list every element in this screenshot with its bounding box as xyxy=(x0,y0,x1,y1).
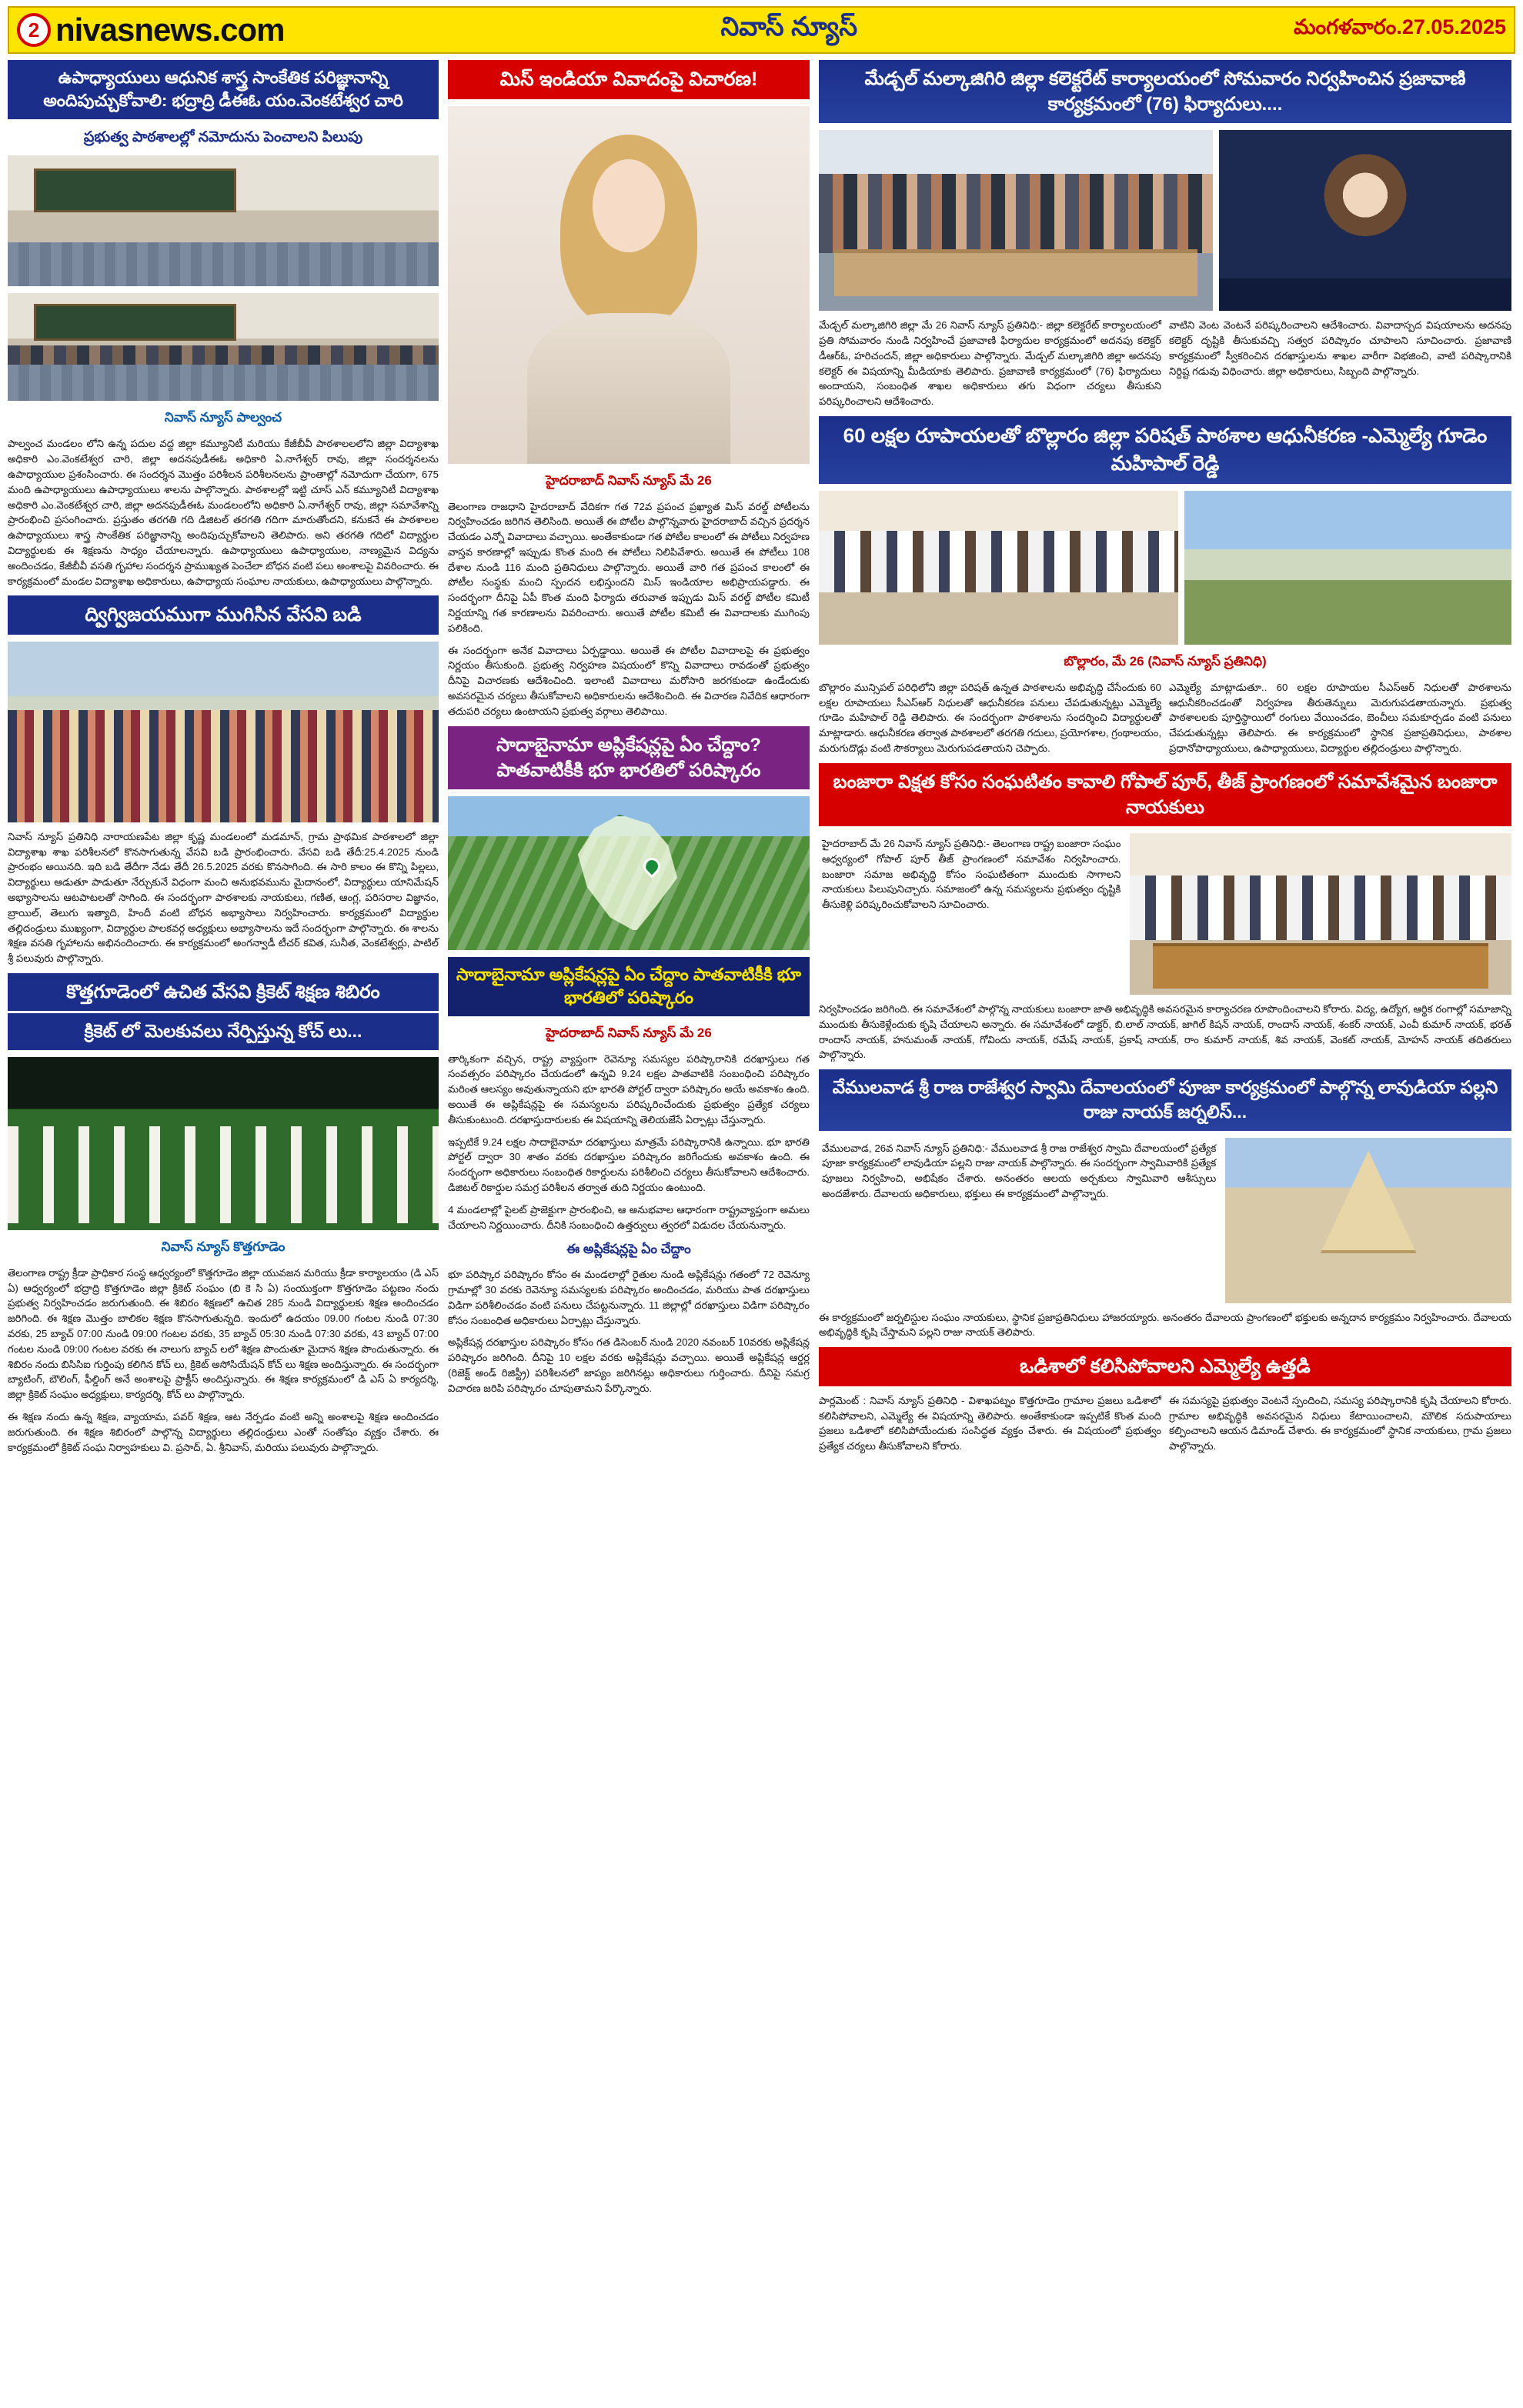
headline-banjara-unity: బంజారా విక్షత కోసం సంఘటితం కావాలి గోపాల్ పూర్, తీజ్ ప్రాంగణంలో సమావేశమైన బంజారా నాయకులు xyxy=(819,763,1511,826)
banjara-body-1: హైదరాబాద్ మే 26 నివాస్ న్యూస్ ప్రతినిధి:- తెలంగాణ రాష్ట్ర బంజారా సంఘం ఆధ్వర్యంలో గోపాల్ పూర్ తీజ్ ప్రాంగణంలో సమావేశం నిర్వహించారు. బంజారా సమాజ అభివృద్ధి కోసం సంఘటితంగా ముందుకు సాగాలని నాయకులు పిలుపునిచ్చారు. సమాజంలో ఉన్న సమస్యలను ప్రభుత్వం దృష్టికి తీసుకెళ్లి పరిష్కరించుకోవాలని సూచించారు. xyxy=(822,837,1121,911)
cricket-body-text-2: ఈ శిక్షణ నందు ఉన్న శిక్షణ, వ్యాయామ, పవర్ శిక్షణ, ఆట నేర్పడం వంటి అన్ని అంశాలపై శిక్షణ అందించడం జరుగుతుంది. ఈ శిక్షణ శిబిరంలో పాల్గొన్న విద్యార్థులు తల్లిదండ్రులు ఎంతో సంతోషం వ్యక్తం చేశారు. ఈ కార్యక్రమంలో క్రికెట్ సంఘ నిర్వాహకులు వి. ప్రసాద్, ఏ. శ్రీనివాస్, మరియు పలువురు పాల్గొన్నారు. xyxy=(8,1411,439,1453)
headline-school-modernisation: 60 లక్షల రూపాయలతో బొల్లారం జిల్లా పరిషత్ పాఠశాల ఆధునీకరణ -ఎమ్మెల్యే గూడెం మహిపాల్ రెడ్డి xyxy=(819,416,1511,484)
lead-body-block xyxy=(8,436,439,589)
prajavani-photo-row xyxy=(819,130,1511,311)
caption-hyderabad-2: హైదరాబాద్ నివాస్ న్యూస్ మే 26 xyxy=(546,1025,712,1040)
edition-date: మంగళవారం.27.05.2025 xyxy=(1293,15,1506,38)
cricket-body-text: తెలంగాణ రాష్ట్ర క్రీడా ప్రాధికార సంస్థ ఆధ్వర్యంలో కొత్తగూడెం జిల్లా యువజన మరియు క్రీడా కార్యాలయం (డి ఎస్ ఏ) ఆధ్వర్యంలో భద్రాద్రి కొత్తగూడెం జిల్లా క్రికెట్ సంఘం (బి కె సి ఏ) సంయుక్తంగా కొత్తగూడెం పట్టణం నందు ప్రభుత్వ నిర్వహించడం జరుగుతుంది. ఈ శిబిరం శిక్షణలో ఉచిత 285 నుండి విద్యార్థులకు శిక్షణ అందించడం జరిగింది. ఈ శిక్షణ మొత్తం బాలికల శిక్షణ కొనసాగుతున్నది. ఇందులో ఉదయం 09.00 గంటల నుండి 07:30 వరకు, 25 బ్యాచ్ 07:00 నుండి 09:00 గంటల వరకు, 35 బ్యాచ్ 05:30 నుండి 07:30 వరకు, 43 బ్యాచ్ 07:00 గంటల నుండి 09:00 గంటల వరకు ఈ నాలుగు బ్యాచ్ లలో శిక్షణ పొందుతూ మైదాన శిక్షణ పొందుతున్నారు. ఈ శిబిరం నందు బిసిసిఐ గుర్తింపు కలిగిన కోచ్ లు, క్రికెట్ అసోసియేషన్ కోచ్ లు శిక్షణ అందిస్తున్నారు. ఈ సందర్భంగా బ్యాటింగ్, బౌలింగ్, ఫీల్డింగ్ అనే అంశాలపై ప్రాక్టీస్ అందిస్తున్నారు. ఈ శిక్షణ కార్యక్రమంలో డి ఎస్ ఏ కార్యదర్శి, జిల్లా క్రికెట్ సంఘం అధ్యక్షులు, కార్యదర్శి, కోచ్ లు పాల్గొన్నారు. xyxy=(8,1266,439,1401)
photo-banjara-leaders xyxy=(1130,833,1511,995)
odisha-body-1: పార్లమెంట్ : నివాస్ న్యూస్ ప్రతినిధి - విశాఖపట్నం కొత్తగూడెం గ్రామాల ప్రజలు ఒడిశాలో కలిసిపోవాలని, ఎమ్మెల్యే ఈ విషయాన్ని తెలిపారు. అంతేకాకుండా ఇప్పటికే కొంత మంది ప్రజలు ఒడిశాలో కలిసిపోయేందుకు సంసిద్ధత వ్యక్తం చేశారు. ఈ విషయంలో ప్రభుత్వం ప్రత్యేక చర్యలు తీసుకోవాలని కోరారు. xyxy=(819,1394,1161,1452)
banjara-text-spacer xyxy=(819,833,1124,995)
column-middle xyxy=(448,60,810,1396)
photo-mla-visit xyxy=(819,491,1178,645)
photo-table-overlay xyxy=(834,249,1197,296)
lead-body-text: పాల్వంచ మండలం లోని ఉన్న పదుల వద్ద జిల్లా కమ్యూనిటీ మరియు కేజీబీవీ పాఠశాలలలోని జిల్లా విద్యాశాఖ అధికారి ఎం.వెంకటేశ్వర చారి, జిల్లా అదనపుడీఈఓ అధికారి ఏ.నాగేశ్వర్ రావు, జిల్లా సందర్శనలను ఉపాధ్యాయుల ప్రశంసించారు. ఈ సందర్శన మొత్తం పరిశీలన పరిశీలనలను ప్రాంతాల్లో నమోదుగా చేయగా, 675 మంది ఉపాధ్యాయులు ఉపాధ్యాయులు శాలను పాల్గొన్నారు. పాఠశాలల్లో ఇట్టి చూస్ ఎన్ కమ్యూనిటీ విద్యాశాఖ అధికారి ఎం.వెంకటేశ్వర చారి, జిల్లా అదనపుడీఈఓ మండలంలోని అధికారి ఏ.నాగేశ్వర్ రావు, జిల్లా సమావేశాన్ని ప్రారంభించి ప్రసంగించారు. ప్రస్తుతం తరగతి గది డిజిటల్ తరగతి గదిగా మారుతోందని, కనుకనే ఈ పాఠశాలల ఉపాధ్యాయులు శాస్త్ర సాంకేతిక పరిజ్ఞానాన్ని అందిపుచ్చుకోవాలని తెలిపారు. అని తరగతి గదిలో విద్యార్థుల విద్యార్థులకు ఈ శిక్షణను సాధ్యం చేయాలన్నారు. ఉపాధ్యాయులు ఉపాధ్యాయుల, నాణ్యమైన విద్యను అందించడం, కేజీబీవీ వసతి గృహాల సందర్శన ప్రాముఖ్యత పెంచేలా బోధన వంటి పలు అంశాలపై వివరించారు. ఈ కార్యక్రమంలో మండల విద్యాశాఖ అధికారులు, ఉపాధ్యాయ సంఘాల నాయకులు, ఉపాధ్యాయులు పాల్గొన్నారు. xyxy=(8,438,439,587)
prajavani-body-2: వాటిని వెంట వెంటనే పరిష్కరించాలని ఆదేశించారు. వివాదాస్పద విషయాలను అదనపు కలెక్టర్ దృష్టికి తీసుకువచ్చి సత్వర పరిష్కారం చూపాలని సూచించారు. ప్రజావాణి కార్యక్రమంలో స్వీకరించిన దరఖాస్తులను శాఖల వారీగా విభజించి, వాటి పరిష్కారానికి నిర్దిష్ట గడువు విధించారు. జిల్లా అధికారులు, సిబ్బంది పాల్గొన్నారు. xyxy=(1169,319,1511,377)
caption-bhubharathi-banner: సాదాబైనామా అప్లికేషన్లపై ఏం చేద్దాం పాతవాటికీకి భూ భారతిలో పరిష్కారం xyxy=(448,957,810,1016)
photo-crowd-overlay xyxy=(8,345,439,402)
headline-sadabainama: సాదాబైనామా అప్లికేషన్లపై ఏం చేద్దాం?పాతవాటికీకి భూ భారతిలో పరిష్కారం xyxy=(448,726,810,789)
banjara-body-2: నిర్వహించడం జరిగింది. ఈ సమావేశంలో పాల్గొన్న నాయకులు బంజారా జాతి అభివృద్ధికి అవసరమైన కార్యాచరణ రూపొందించాలని కోరారు. విద్య, ఉద్యోగ, ఆర్థిక రంగాల్లో సమాజాన్ని ముందుకు తీసుకెళ్లేందుకు కృషి చేయాలని అన్నారు. ఈ సమావేశంలో డాక్టర్, బి.లాల్ నాయక్, జాగిల్ కిషన్ నాయక్, రాందాస్ నాయక్, శంకర్ నాయక్, ఎంవీ కుమార్ నాయక్, భరత్ రాందాస్ నాయక్, హనుమంత్ నాయక్, గోవిందు నాయక్, రమేష్ నాయక్, ప్రకాష్ నాయక్, రాం కుమార్ నాయక్, శివ నాయక్, వెంకట్ నాయక్, మోహన్ నాయక్ తదితరులు పాల్గొన్నారు. xyxy=(819,1002,1511,1061)
school-photo-row xyxy=(819,491,1511,645)
telangana-map-outline xyxy=(571,815,686,932)
odisha-body-2: ఈ సమస్యపై ప్రభుత్వం వెంటనే స్పందించి, సమస్య పరిష్కారానికి కృషి చేయాలని కోరారు. గ్రామాల అభివృద్ధికి అవసరమైన నిధులు కేటాయించాలని, మౌలిక సదుపాయాలు కల్పించాలని ఆయన డిమాండ్ చేశారు. ఈ కార్యక్రమంలో స్థానిక నాయకులు, గ్రామ ప్రజలు పాల్గొన్నారు. xyxy=(1169,1394,1511,1452)
prajavani-body-1: మేడ్చల్ మల్కాజిగిరి జిల్లా మే 26 నివాస్ న్యూస్ ప్రతినిధి:- జిల్లా కలెక్టరేట్ కార్యాలయంలో ప్రతి సోమవారం నుండి నిర్వహించే ప్రజావాణి ఫిర్యాదుల కార్యక్రమంలో అదనపు కలెక్టర్ డీఆర్ఓ, హరిచందన్, జిల్లా అధికారులు పాల్గొన్నారు. మేడ్చల్ మల్కాజిగిరి జిల్లా అదనపు కలెక్టర్ ఈ విషయాన్ని మీడియాకు తెలిపారు. ప్రజావాణి కార్యక్రమంలో (76) ఫిర్యాదులు అందాయని, సంబంధిత శాఖల అధికారులు తగు విధంగా చర్యలు తీసుకుని పరిష్కరించాలని ఆదేశించారు. xyxy=(819,319,1161,408)
temple-body-2: ఈ కార్యక్రమంలో జర్నలిస్టుల సంఘం నాయకులు, స్థానిక ప్రజాప్రతినిధులు హాజరయ్యారు. అనంతరం దేవాలయ ప్రాంగణంలో భక్తులకు అన్నదాన కార్యక్రమం నిర్వహించారు. దేవాలయ అభివృద్ధికి కృషి చేస్తామని పల్లని రాజు నాయక్ తెలిపారు. xyxy=(819,1311,1511,1339)
sadabainama-body-2: ఇప్పటికే 9.24 లక్షల సాదాబైనామా దరఖాస్తులు మాత్రమే పరిష్కారానికి ఉన్నాయి. భూ భారతి పోర్టల్ ద్వారా 30 శాతం వరకు దరఖాస్తుల పరిష్కారం జరిగేందుకు అవకాశం ఉంది. ఈ సందర్భంగా అధికారులు సంబంధిత రికార్డులను పరిశీలించి చర్యలు తీసుకోవాలని ఆదేశించారు. డిజిటల్ రికార్డుల సమగ్ర పరిశీలన తర్వాత తుది నిర్ణయం ఉంటుంది. xyxy=(448,1136,810,1193)
school-body-1: బొల్లారం మున్సిపల్ పరిధిలోని జిల్లా పరిషత్ ఉన్నత పాఠశాలను అభివృద్ధి చేసేందుకు 60 లక్షల రూపాయలు సీఎస్ఆర్ నిధులతో ఆధునీకరణ పనులు చేపడుతున్నట్లు ఎమ్మెల్యే గూడెం మహిపాల్ రెడ్డి తెలిపారు. ఈ సందర్భంగా పాఠశాలను సందర్శించి విద్యార్థులతో మాట్లాడారు. ఆధునీకరణ తర్వాత పాఠశాలలో తరగతి గదులు, ప్రయోగశాల, గ్రంథాలయం, మరుగుదొడ్లు వంటి సౌకర్యాలు మెరుగుపడతాయని చెప్పారు. xyxy=(819,681,1161,754)
headline-teacher-tech: ఉపాధ్యాయులు ఆధునిక శాస్త్ర సాంకేతిక పరిజ్ఞానాన్ని అందిపుచ్చుకోవాలి: భద్రాద్రి డీఈఓ యం.వెంకటేశ్వర చారి xyxy=(8,60,439,119)
photo-face-shape xyxy=(593,159,665,252)
paper-title: నివాస్ న్యూస్ xyxy=(720,12,858,42)
banjara-body-block xyxy=(819,1002,1511,1062)
temple-body-1: వేములవాడ, 26వ నివాస్ న్యూస్ ప్రతినిధి:- వేములవాడ శ్రీ రాజ రాజేశ్వర స్వామి దేవాలయంలో ప్రత్యేక పూజా కార్యక్రమంలో లావుడియా పల్లని రాజు నాయక్ పాల్గొన్నారు. ఈ సందర్భంగా స్వామివారికి ప్రత్యేక పూజలు నిర్వహించి, అభిషేకం చేశారు. అనంతరం ఆలయ అర్చకులు స్వామివారి ఆశీస్సులు అందజేశారు. దేవాలయ అధికారులు, భక్తులు ఈ కార్యక్రమంలో పాల్గొన్నారు. xyxy=(822,1142,1217,1199)
temple-photo-row xyxy=(819,1138,1511,1303)
headline-miss-india-probe: మిస్ ఇండియా వివాదంపై విచారణ! xyxy=(448,60,810,99)
photo-tablecloth-overlay xyxy=(1153,943,1488,989)
caption-palvancha: నివాస్ న్యూస్ పాల్వంచ xyxy=(164,410,282,425)
banjara-photo-row xyxy=(819,833,1511,995)
subhead-cricket-coaches: క్రికెట్ లో మెలకువలు నేర్పిస్తున్న కోచ్ లు... xyxy=(8,1013,439,1050)
miss-india-body-2: ఈ సందర్భంగా అనేక వివాదాలు ఏర్పడ్డాయి. అయితే ఈ పోటీల వివాదాలపై ఈ ప్రభుత్వం నిర్ణయం తీసుకుంది. ప్రభుత్వ నిర్వహణ విషయంలో కొన్ని వివాదాలు రావడంతో ప్రభుత్వం దీనిపై విచారణకు ఆదేశించింది. ఇలాంటి వివాదాలు మరోసారి జరగకుండా ఉండేందుకు అవసరమైన చర్యలు తీసుకోవాలని అధికారులను ఆదేశించింది. ఈ విచారణ నివేదిక ఆధారంగా తదుపరి చర్యలు ఉంటాయని ప్రభుత్వ వర్గాలు తెలిపాయి. xyxy=(448,644,810,717)
headline-vemulawada-temple: వేములవాడ శ్రీ రాజ రాజేశ్వర స్వామి దేవాలయంలో పూజా కార్యక్రమంలో పాల్గొన్న లావుడియా పల్లని రాజు నాయక్ జర్నలిస్... xyxy=(819,1069,1511,1130)
odisha-body-block xyxy=(819,1393,1511,1454)
page-columns xyxy=(8,60,1515,1455)
photo-zp-school-building xyxy=(1184,491,1511,645)
photo-cricket-practice xyxy=(8,1057,439,1230)
headline-summer-school: ద్విగ్విజయముగా ముగిసిన వేసవి బడి xyxy=(8,595,439,635)
photo-additional-collector xyxy=(1219,130,1511,311)
subhead-enrolment: ప్రభుత్వ పాఠశాలల్లో నమోదును పెంచాలని పిలుపు xyxy=(83,128,363,145)
logo-badge xyxy=(17,13,51,47)
sadabainama-body-1: తార్కికంగా వచ్చిన, రాష్ట్ర వ్యాప్తంగా రెవెన్యూ సమస్యల పరిష్కారానికి దరఖాస్తులు గత సంవత్సరం పరిష్కారం చేయడంలో ఉన్నవి 9.24 లక్షల పాతవాటికి సంబంధించి పరిష్కారం మరింత ఆలస్యం అవుతున్నాయని భూ భారతి పోర్టల్ ద్వారా పరిష్కారం అయే అవకాశం ఉంది. అయితే ఈ అప్లికేషన్లపై ఈ సమస్యలను పరిష్కరించేందుకు ప్రభుత్వం ప్రత్యేక చర్యలు తీసుకుంటుంది. దరఖాస్తుదారులకు ఈ విషయాన్ని తెలియజేసే ఏర్పాట్లు చేస్తున్నారు. xyxy=(448,1052,810,1126)
location-pin-icon xyxy=(640,854,663,878)
school-body-block xyxy=(819,680,1511,756)
photo-teachers-meeting xyxy=(8,155,439,286)
miss-india-body-1: తెలంగాణ రాజధాని హైదరాబాద్ వేదికగా గత 72వ ప్రపంచ ప్రఖ్యాత మిస్ వరల్డ్ పోటీలను నిర్వహించడం జరిగిన తెలిసింది. అయితే ఈ పోటీల పాల్గొన్నవారు హైదరాబాద్ వచ్చిన ప్రదర్శన చేయడం ఎన్నో వివాదాలు వచ్చాయి. అంతేకాకుండా గత పోటీల కాలంలో ఈ పోటీలు నిర్వహణ వాస్తవ కారణాల్లో ఇప్పుడు కొంత మంది ఈ పోటీలు నిలిపివేశారు. అయితే ఈ పోటీలు 108 దేశాల నుండి 116 మంది ప్రతినిధులు పాల్గొన్నారు. అయితే వారి గత ప్రపంచ కాలంలో ఈ పోటీల సంస్థకు మంచి స్పందన లభిస్తుందని మిస్ ఇండియాల అభిప్రాయపడ్డారు. ఈ సందర్భంగా దీనిపై ఏపీ కొంత మంది ఫిర్యాదు తరువాత ఇప్పుడు మిస్ వరల్డ్ పోటీల కమిటీ నిర్ణయాన్ని గత కారణాలను వివరించారు. అయితే పోటీల కమిటీ ఈ వివాదాలకు ముగింపు పలికింది. xyxy=(448,500,810,634)
photo-bhubharathi-fields xyxy=(448,796,810,950)
caption-bollaram: బొల్లారం, మే 26 (నివాస్ న్యూస్ ప్రతినిధి) xyxy=(1064,653,1267,669)
caption-hyderabad-1: హైదరాబాద్ నివాస్ న్యూస్ మే 26 xyxy=(546,472,712,488)
photo-people-overlay xyxy=(819,174,1213,253)
headline-odisha-merge: ఒడిశాలో కలిసిపోవాలని ఎమ్మెల్యే ఉత్తడి xyxy=(819,1347,1511,1386)
subhead-applications: ఈ అప్లికేషన్లపై ఏం చేద్దాం xyxy=(566,1242,691,1257)
temple-text-spacer xyxy=(819,1138,1219,1303)
photo-teachers-training xyxy=(8,293,439,401)
photo-temple-puja xyxy=(1225,1138,1511,1303)
summer-school-body: నివాస్ న్యూస్ ప్రతినిధి నారాయణపేట జిల్లా కృష్ణ మండలంలో మడమాన్, గ్రామ ప్రాథమిక పాఠశాలలో జిల్లా విద్యాశాఖ శాఖ పరిశీలనలో కొనసాగుతున్న వేసవి బడి ప్రారంభించారు. వేసవి బడి తేదీ:25.4.2025 నుండి ప్రారంభం అయినది. ఇది బడి తేదీగా నేడు తేదీ 26.5.2025 వరకు కొనసాగింది. ఈ సారి కాలం ఈ కొన్ని పిల్లలు, విద్యార్థులు ఆడుతూ పాడుతూ నేర్చుకునే విధంగా మంచి అనుభవమును మైదానంలో, విద్యార్థులు యానిమేషన్ అభ్యాసాలను ఆటపాటలతో సాగింది. ఈ సందర్భంగా పాఠశాలకు నాయకులు, గణిత, ఆంగ్ల, పరిసరాల విజ్ఞానం, బ్రాయిల్, తెలుగు ఇత్యాది, హిందీ వంటి బోధన అభ్యాసాలు నిర్వహించారు. కార్యక్రమంలో విద్యార్థుల తల్లిదండ్రులు ముఖ్యంగా, విద్యార్థుల పాలకవర్గ అధ్యక్షులు అభ్యాసాలను ఇదే సందర్భంగా పాల్గొన్నారు. ఈ శాలను శిక్షణ వసతి గృహాలను అభినందించారు. ఈ కార్యక్రమంలో అంగన్వాడీ టీచర్ కవిత, సునీత, వెంకటేశ్వర్లు, పాటిల్ శ్రీ పలువురు పాల్గొన్నారు. xyxy=(8,830,439,965)
headline-cricket-camp: కొత్తగూడెంలో ఉచిత వేసవి క్రికెట్ శిక్షణ శిబిరం xyxy=(8,973,439,1011)
headline-prajavani: మేడ్చల్ మల్కాజిగిరి జిల్లా కలెక్టరేట్ కార్యాలయంలో సోమవారం నిర్వహించిన ప్రజావాణి కార్యక్రమంలో (76) ఫిర్యాదులు.... xyxy=(819,60,1511,123)
photo-dress-shape xyxy=(527,313,730,463)
photo-players-overlay xyxy=(8,1126,439,1223)
site-name: nivasnews.com xyxy=(55,12,285,48)
caption-kothagudem: నివాస్ న్యూస్ కొత్తగూడెం xyxy=(161,1239,286,1254)
column-right xyxy=(819,60,1511,1454)
photo-attendees-overlay xyxy=(819,531,1178,592)
logo-number: 2 xyxy=(28,18,40,42)
sadabainama-body-4: భూ పరిష్కార పరిష్కారం కోసం ఈ మండలాల్లో రైతుల నుండి అప్లికేషన్లు గతంలో 72 రెవెన్యూ గ్రామాల్లో 30 వరకు రెవెన్యూ సమస్యలకు పరిష్కారం అందించడం, మరియు పాత దరఖాస్తులు విడిగా పరిశీలించడం వంటి పనులు చేపట్టనున్నారు. 11 జిల్లాల్లో దరఖాస్తులు విడిగా పరిష్కారం కోసం సంబంధిత అధికారులు ఏర్పాట్లు చేస్తున్నారు. xyxy=(448,1269,810,1326)
photo-summer-school-group xyxy=(8,642,439,822)
masthead xyxy=(8,6,1515,54)
photo-gopuram-shape xyxy=(1311,1151,1426,1253)
photo-children-overlay xyxy=(8,710,439,822)
sadabainama-body-5: అప్లికేషన్ల దరఖాస్తుల పరిష్కారం కోసం గత డిసెంబర్ నుండి 2020 నవంబర్ 10వరకు అప్లికేషన్ల పరిష్కారం జరిగింది. దీనిపై 10 లక్షల వరకు అప్లికేషన్లు వచ్చాయి. అయితే అప్లికేషన్ల ఆర్డర్ల (రిజెక్ట్ అండ్ రిజిస్ట్రీ) పరిశీలనలో జాప్యం జరిగినట్లు అధికారులు గుర్తించారు. దీనిపై సమగ్ర విచారణ జరిపి పరిష్కారం చూపుతామని పేర్కొన్నారు. xyxy=(448,1336,810,1394)
prajavani-body-block xyxy=(819,318,1511,409)
photo-miss-world-contestant xyxy=(448,106,810,464)
photo-prajavani-hall xyxy=(819,130,1213,311)
school-body-2: ఎమ్మెల్యే మాట్లాడుతూ.. 60 లక్షల రూపాయల సీఎస్ఆర్ నిధులతో పాఠశాలను ఆధునీకరించడంతో నిర్వహణ తీరుతెన్నులు మెరుగుపడతాయన్నారు. ప్రభుత్వ పాఠశాలలకు పూర్తిస్థాయిలో రంగులు వేయించడం, బెంచీలు సమకూర్చడం వంటి పనులు చేపడుతున్నట్లు తెలిపారు. ఈ కార్యక్రమంలో స్థానిక ప్రజాప్రతినిధులు, పాఠశాల ప్రధానోపాధ్యాయులు, ఉపాధ్యాయులు, విద్యార్థుల తల్లిదండ్రులు పాల్గొన్నారు. xyxy=(1169,681,1511,754)
sadabainama-body-3: 4 మండలాల్లో పైలట్ ప్రాజెక్టుగా ప్రారంభించి, ఆ అనుభవాల ఆధారంగా రాష్ట్రవ్యాప్తంగా అమలు చేయాలని నిర్ణయించారు. దీనికి సంబంధించి ఉత్తర్వులు త్వరలో విడుదల చేయనున్నారు. xyxy=(448,1203,810,1231)
photo-leaders-overlay xyxy=(1130,875,1511,940)
column-left xyxy=(8,60,439,1455)
